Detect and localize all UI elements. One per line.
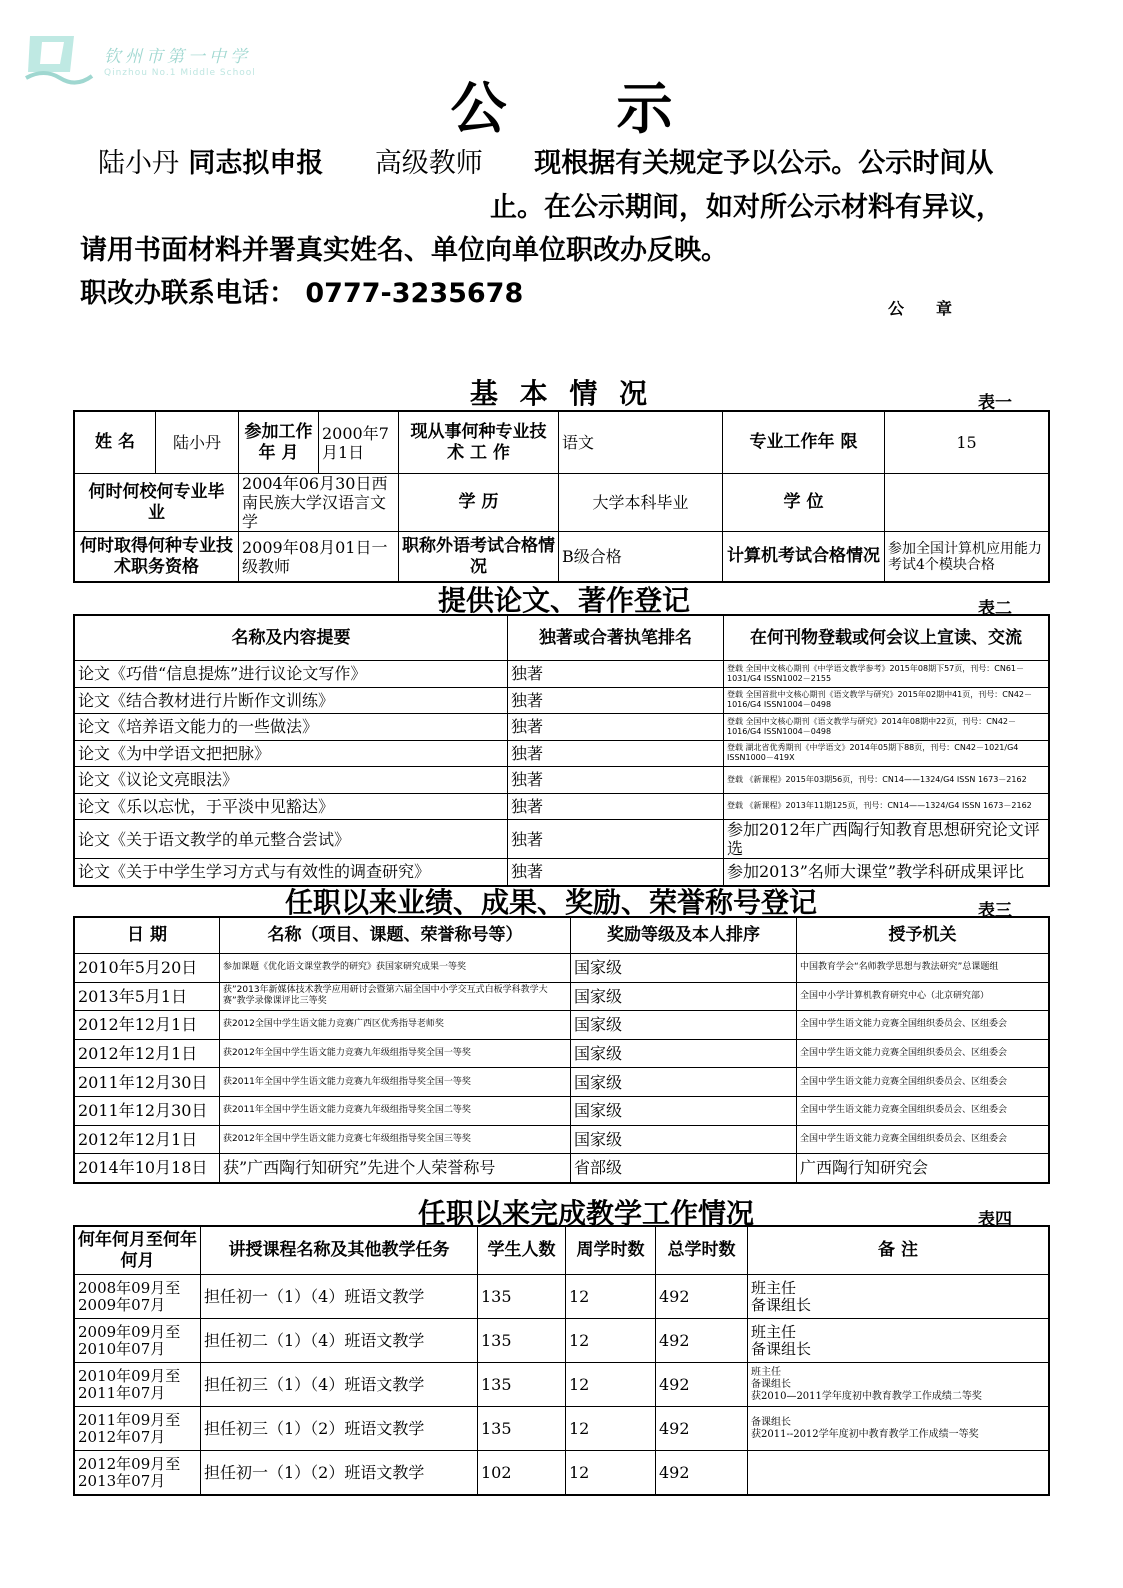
award-row — [75, 1154, 1049, 1183]
teaching-total-hours: 492 — [656, 1407, 748, 1451]
paper-row — [75, 767, 1049, 794]
paper-title: 论文《为中学语文把把脉》 — [75, 740, 508, 767]
award-date: 2012年12月1日 — [75, 1125, 220, 1154]
paper-row — [75, 740, 1049, 767]
teaching-students: 135 — [478, 1319, 566, 1363]
label-years: 专业工作年 限 — [723, 412, 885, 474]
teaching-period: 2012年09月至2013年07月 — [75, 1451, 201, 1495]
teaching-students: 135 — [478, 1363, 566, 1407]
label-education: 学 历 — [399, 474, 559, 532]
paper-authorship: 独著 — [508, 714, 724, 741]
award-issuer: 广西陶行知研究会 — [797, 1154, 1049, 1183]
value-major: 语文 — [559, 412, 723, 474]
paper-title: 论文《关于语文教学的单元整合尝试》 — [75, 820, 508, 859]
paper-title: 论文《培养语文能力的一些做法》 — [75, 714, 508, 741]
teaching-period: 2010年09月至2011年07月 — [75, 1363, 201, 1407]
award-date: 2014年10月18日 — [75, 1154, 220, 1183]
teaching-row — [75, 1451, 1049, 1495]
paper-row — [75, 687, 1049, 714]
paper-authorship: 独著 — [508, 859, 724, 886]
award-date: 2010年5月20日 — [75, 954, 220, 983]
value-degree — [885, 474, 1049, 532]
label-name: 姓 名 — [75, 412, 156, 474]
award-name: 获2012年全国中学生语文能力竞赛七年级组指导奖全国三等奖 — [220, 1125, 571, 1154]
paper-row — [75, 661, 1049, 688]
teaching-header-notes: 备 注 — [748, 1227, 1049, 1275]
award-level: 国家级 — [571, 982, 797, 1011]
contact-phone: 职改办联系电话： 0777-3235678 — [80, 278, 524, 309]
paper-row — [75, 820, 1049, 859]
value-graduation: 2004年06月30日西南民族大学汉语言文学 — [239, 474, 399, 532]
award-row — [75, 1011, 1049, 1040]
award-date: 2013年5月1日 — [75, 982, 220, 1011]
awards-header-name: 名称（项目、课题、荣誉称号等） — [220, 918, 571, 954]
awards-table — [74, 917, 1049, 1183]
paper-title: 论文《关于中学生学习方式与有效性的调查研究》 — [75, 859, 508, 886]
teaching-header-students: 学生人数 — [478, 1227, 566, 1275]
table-tag-2: 表二 — [978, 599, 1012, 619]
intro-line-1 — [98, 141, 993, 180]
label-work-date: 参加工作年 月 — [239, 412, 319, 474]
paper-authorship: 独著 — [508, 820, 724, 859]
teaching-row — [75, 1363, 1049, 1407]
teaching-weekly-hours: 12 — [566, 1319, 656, 1363]
teaching-period: 2011年09月至2012年07月 — [75, 1407, 201, 1451]
award-name: 获”2013年新媒体技术教学应用研讨会暨第六届全国中小学交互式白板学科教学大赛”教学录像课评比三等奖 — [220, 982, 571, 1011]
intro-text-b: 现根据有关规定予以公示。公示时间从 — [534, 148, 994, 179]
awards-header-date: 日 期 — [75, 918, 220, 954]
table-tag-4: 表四 — [978, 1210, 1012, 1230]
teaching-notes: 班主任 备课组长 — [748, 1275, 1049, 1319]
teaching-row — [75, 1407, 1049, 1451]
award-name: 获”广西陶行知研究”先进个人荣誉称号 — [220, 1154, 571, 1183]
award-row — [75, 1068, 1049, 1097]
applicant-name: 陆小丹 — [98, 148, 179, 179]
award-name: 获2012年全国中学生语文能力竞赛九年级组指导奖全国一等奖 — [220, 1039, 571, 1068]
value-education: 大学本科毕业 — [559, 474, 723, 532]
paper-venue: 登载 《新课程》2013年11期125页，刊号：CN14——1324/G4 ISSN 1673－2162 — [724, 793, 1049, 820]
label-graduation: 何时何校何专业毕 业 — [75, 474, 239, 532]
papers-header-title: 名称及内容提要 — [75, 616, 508, 661]
teaching-students: 102 — [478, 1451, 566, 1495]
basic-info-table — [74, 411, 1049, 582]
teaching-weekly-hours: 12 — [566, 1407, 656, 1451]
papers-header-venue: 在何刊物登载或何会议上宣读、交流 — [724, 616, 1049, 661]
award-row — [75, 1096, 1049, 1125]
official-seal-label: 公章 — [888, 299, 985, 318]
awards-header-level: 奖励等级及本人排序 — [571, 918, 797, 954]
teaching-course: 担任初一（1）（2）班语文教学 — [201, 1451, 478, 1495]
teaching-weekly-hours: 12 — [566, 1275, 656, 1319]
paper-venue: 参加2012年广西陶行知教育思想研究论文评选 — [724, 820, 1049, 859]
teaching-weekly-hours: 12 — [566, 1451, 656, 1495]
teaching-total-hours: 492 — [656, 1451, 748, 1495]
teaching-total-hours: 492 — [656, 1319, 748, 1363]
papers-header-author: 独著或合著执笔排名 — [508, 616, 724, 661]
award-date: 2011年12月30日 — [75, 1096, 220, 1125]
paper-authorship: 独著 — [508, 740, 724, 767]
paper-venue: 参加2013”名师大课堂”教学科研成果评比 — [724, 859, 1049, 886]
award-level: 省部级 — [571, 1154, 797, 1183]
teaching-notes: 备课组长 获2011--2012学年度初中教育教学工作成绩一等奖 — [748, 1407, 1049, 1451]
teaching-total-hours: 492 — [656, 1275, 748, 1319]
section-heading-papers: 提供论文、著作登记 — [438, 584, 691, 617]
award-name: 获2011年全国中学生语文能力竞赛九年级组指导奖全国一等奖 — [220, 1068, 571, 1097]
award-date: 2012年12月1日 — [75, 1011, 220, 1040]
teaching-course: 担任初二（1）（4）班语文教学 — [201, 1319, 478, 1363]
award-level: 国家级 — [571, 1125, 797, 1154]
section-heading-basic: 基 本 情 况 — [469, 377, 654, 410]
value-computer-exam: 参加全国计算机应用能力考试4个模块合格 — [885, 532, 1049, 582]
award-date: 2012年12月1日 — [75, 1039, 220, 1068]
papers-table — [74, 615, 1049, 886]
value-work-date: 2000年7月1日 — [319, 412, 399, 474]
teaching-period: 2009年09月至2010年07月 — [75, 1319, 201, 1363]
teaching-students: 135 — [478, 1275, 566, 1319]
award-issuer: 全国中学生语文能力竞赛全国组织委员会、区组委会 — [797, 1039, 1049, 1068]
paper-venue: 登载 全国首批中文核心期刊《语文教学与研究》2015年02期中41页，刊号：CN42－1016/G4 ISSN1004－0498 — [724, 687, 1049, 714]
paper-title: 论文《乐以忘忧，于平淡中见豁达》 — [75, 793, 508, 820]
award-row — [75, 954, 1049, 983]
value-years: 15 — [885, 412, 1049, 474]
section-heading-teaching: 任职以来完成教学工作情况 — [418, 1197, 755, 1230]
value-qualification: 2009年08月01日一级教师 — [239, 532, 399, 582]
label-qualification: 何时取得何种专业技术职务资格 — [75, 532, 239, 582]
intro-line-2: 止。在公示期间，如对所公示材料有异议， — [490, 192, 1003, 223]
section-heading-awards: 任职以来业绩、成果、奖励、荣誉称号登记 — [285, 886, 818, 919]
paper-row — [75, 714, 1049, 741]
teaching-header-total-hours: 总学时数 — [656, 1227, 748, 1275]
label-degree: 学 位 — [723, 474, 885, 532]
label-language-exam: 职称外语考试合格情况 — [399, 532, 559, 582]
paper-authorship: 独著 — [508, 767, 724, 794]
teaching-students: 135 — [478, 1407, 566, 1451]
table-tag-1: 表一 — [978, 393, 1012, 413]
award-name: 参加课题《优化语文课堂教学的研究》获国家研究成果一等奖 — [220, 954, 571, 983]
teaching-course: 担任初三（1）（2）班语文教学 — [201, 1407, 478, 1451]
teaching-course: 担任初一（1）（4）班语文教学 — [201, 1275, 478, 1319]
paper-venue: 登载 全国中文核心期刊《中学语文教学参考》2015年08期下57页，刊号：CN61－1031/G4 ISSN1002－2155 — [724, 661, 1049, 688]
paper-title: 论文《议论文亮眼法》 — [75, 767, 508, 794]
award-issuer: 全国中小学计算机教育研究中心（北京研究部） — [797, 982, 1049, 1011]
school-name: 钦州市第一中学 — [104, 47, 251, 67]
paper-venue: 登载 湖北省优秀期刊《中学语文》2014年05期下88页，刊号：CN42－1021/G4 ISSN1000－419X — [724, 740, 1049, 767]
award-row — [75, 1039, 1049, 1068]
award-name: 获2012全国中学生语文能力竞赛广西区优秀指导老师奖 — [220, 1011, 571, 1040]
award-issuer: 中国教育学会“名师教学思想与教法研究”总课题组 — [797, 954, 1049, 983]
award-issuer: 全国中学生语文能力竞赛全国组织委员会、区组委会 — [797, 1068, 1049, 1097]
value-name: 陆小丹 — [156, 412, 239, 474]
teaching-total-hours: 492 — [656, 1363, 748, 1407]
award-row — [75, 1125, 1049, 1154]
teaching-course: 担任初三（1）（4）班语文教学 — [201, 1363, 478, 1407]
page-title: 公示 — [450, 77, 783, 142]
award-name: 获2011年全国中学生语文能力竞赛九年级组指导奖全国二等奖 — [220, 1096, 571, 1125]
table-tag-3: 表三 — [978, 901, 1012, 921]
paper-row — [75, 793, 1049, 820]
paper-venue: 登载 全国中文核心期刊《语文教学与研究》2014年08期中22页，刊号：CN42－1016/G4 ISSN1004－0498 — [724, 714, 1049, 741]
teaching-weekly-hours: 12 — [566, 1363, 656, 1407]
teaching-row — [75, 1319, 1049, 1363]
teaching-header-weekly-hours: 周学时数 — [566, 1227, 656, 1275]
label-major: 现从事何种专业技 术 工 作 — [399, 412, 559, 474]
paper-authorship: 独著 — [508, 793, 724, 820]
award-issuer: 全国中学生语文能力竞赛全国组织委员会、区组委会 — [797, 1125, 1049, 1154]
paper-authorship: 独著 — [508, 661, 724, 688]
paper-title: 论文《结合教材进行片断作文训练》 — [75, 687, 508, 714]
teaching-notes — [748, 1451, 1049, 1495]
value-language-exam: B级合格 — [559, 532, 723, 582]
paper-authorship: 独著 — [508, 687, 724, 714]
award-level: 国家级 — [571, 1096, 797, 1125]
teaching-period: 2008年09月至2009年07月 — [75, 1275, 201, 1319]
teaching-row — [75, 1275, 1049, 1319]
teaching-table — [74, 1226, 1049, 1495]
teaching-header-course: 讲授课程名称及其他教学任务 — [201, 1227, 478, 1275]
award-level: 国家级 — [571, 954, 797, 983]
label-computer-exam: 计算机考试合格情况 — [723, 532, 885, 582]
school-name-en: Qinzhou No.1 Middle School — [104, 68, 256, 78]
applied-rank: 高级教师 — [374, 148, 483, 179]
intro-text-a: 同志拟申报 — [188, 148, 324, 179]
award-date: 2011年12月30日 — [75, 1068, 220, 1097]
intro-line-3: 请用书面材料并署真实姓名、单位向单位职改办反映。 — [80, 235, 728, 266]
award-level: 国家级 — [571, 1011, 797, 1040]
award-row — [75, 982, 1049, 1011]
award-issuer: 全国中学生语文能力竞赛全国组织委员会、区组委会 — [797, 1011, 1049, 1040]
teaching-notes: 班主任 备课组长 — [748, 1319, 1049, 1363]
teaching-notes: 班主任 备课组长 获2010—2011学年度初中教育教学工作成绩二等奖 — [748, 1363, 1049, 1407]
award-level: 国家级 — [571, 1068, 797, 1097]
award-issuer: 全国中学生语文能力竞赛全国组织委员会、区组委会 — [797, 1096, 1049, 1125]
awards-header-issuer: 授予机关 — [797, 918, 1049, 954]
award-level: 国家级 — [571, 1039, 797, 1068]
paper-venue: 登载 《新课程》2015年03期56页，刊号：CN14——1324/G4 ISSN 1673－2162 — [724, 767, 1049, 794]
paper-title: 论文《巧借“信息提炼”进行议论文写作》 — [75, 661, 508, 688]
teaching-header-period: 何年何月至何年何月 — [75, 1227, 201, 1275]
